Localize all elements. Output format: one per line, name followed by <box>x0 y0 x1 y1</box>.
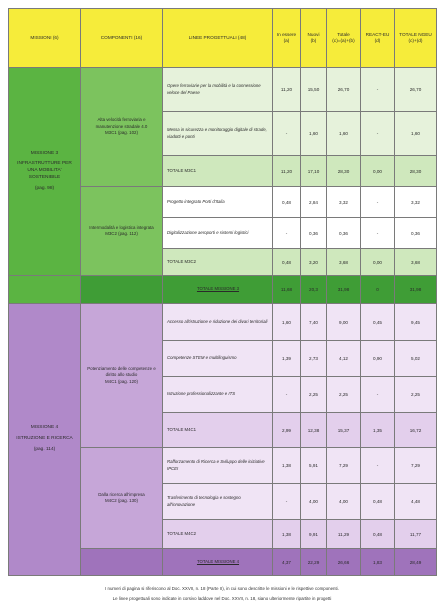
value-d: 0 <box>361 276 395 304</box>
m4c1-code: M4C1 (pag. 120) <box>105 378 138 384</box>
header-react-eu: REACT-EU (d) <box>361 9 395 68</box>
mission-3-subtitle: INFRASTRUTTURE PER UNA MOBILITA' SOSTENIBILE <box>17 161 72 180</box>
mission-3-cell <box>9 68 81 276</box>
value-d: 0,00 <box>361 249 395 276</box>
table-row <box>9 304 437 341</box>
m3c2-label: Intermodalità e logistica integrata <box>89 224 154 230</box>
value-a: 0,48 <box>273 187 301 218</box>
header-totale-ngeu: TOTALE NGEU (c)+(d) <box>395 9 437 68</box>
line-name: Trasferimento di tecnologia e sostegno all'innovazione <box>163 484 273 520</box>
value-e: 31,98 <box>395 276 437 304</box>
value-d: - <box>361 187 395 218</box>
value-e: 3,32 <box>395 187 437 218</box>
value-b: 7,40 <box>301 304 327 341</box>
value-b: 2,84 <box>301 187 327 218</box>
m3c2-code: M3C2 (pag. 112) <box>105 231 138 236</box>
m3c2-cell <box>81 187 163 276</box>
header-missioni: MISSIONI (6) <box>9 9 81 68</box>
value-e: 5,02 <box>395 341 437 377</box>
value-b: 20,3 <box>301 276 327 304</box>
m4c2-cell <box>81 448 163 549</box>
value-d: 1,35 <box>361 413 395 448</box>
value-e: 28,30 <box>395 156 437 187</box>
value-c: 3,32 <box>327 187 361 218</box>
header-nuovi: Nuovi (b) <box>301 9 327 68</box>
footnote-2: Le linee progettuali sono indicate in corsivo laddove nel Doc. XXVII, n. 18, siano ulteriormente ripartite in progetti <box>112 596 332 601</box>
m4c2-label: Dalla ricerca all'impresa <box>98 491 145 497</box>
value-b: 17,10 <box>301 156 327 187</box>
value-c: 4,00 <box>327 484 361 520</box>
value-a: 1,60 <box>273 304 301 341</box>
value-c: 26,66 <box>327 549 361 576</box>
value-a: 1,38 <box>273 448 301 484</box>
value-c: 9,00 <box>327 304 361 341</box>
mission-3-pages: (pag. 98) <box>34 185 55 191</box>
value-e: 26,70 <box>395 68 437 112</box>
value-a: 0,48 <box>273 249 301 276</box>
value-a: 4,37 <box>273 549 301 576</box>
value-b: 9,91 <box>301 520 327 549</box>
header-linee: LINEE PROGETTUALI (48) <box>163 9 273 68</box>
value-b: 12,38 <box>301 413 327 448</box>
mission-4-pages: (pag. 114) <box>33 446 56 452</box>
value-e: 1,60 <box>395 112 437 156</box>
subtotal-name: TOTALE M4C2 <box>163 520 273 549</box>
line-name: Competenze STEM e multilinguismo <box>163 341 273 377</box>
mission-4-title: MISSIONE 4 <box>30 425 59 431</box>
value-a: - <box>273 377 301 413</box>
value-d: 0,90 <box>361 341 395 377</box>
value-c: 4,12 <box>327 341 361 377</box>
m4c2-code: M4C2 (pag. 130) <box>105 498 138 503</box>
mission-3-title: MISSIONE 3 <box>30 150 59 156</box>
value-d: 1,83 <box>361 549 395 576</box>
value-c: 3,68 <box>327 249 361 276</box>
value-c: 1,60 <box>327 112 361 156</box>
mission-total-row <box>9 276 437 304</box>
line-name: Accesso all'istruzione e riduzione dei divari territoriali <box>163 304 273 341</box>
value-e: 9,45 <box>395 304 437 341</box>
value-e: 3,68 <box>395 249 437 276</box>
header-totale: Totale (c)=(a)+(b) <box>327 9 361 68</box>
value-c: 15,37 <box>327 413 361 448</box>
value-d: - <box>361 448 395 484</box>
subtotal-name: TOTALE M4C1 <box>163 413 273 448</box>
value-b: 22,29 <box>301 549 327 576</box>
line-name: Progetto integrato Porti d'Italia <box>163 187 273 218</box>
mission-4-total-name: TOTALE MISSIONE 4 <box>163 549 273 576</box>
line-name: Istruzione professionalizzante e ITS <box>163 377 273 413</box>
value-a: 11,20 <box>273 68 301 112</box>
subtotal-name: TOTALE M3C2 <box>163 249 273 276</box>
value-e: 2,25 <box>395 377 437 413</box>
value-a: - <box>273 484 301 520</box>
value-b: 4,00 <box>301 484 327 520</box>
m3c1-code: M3C1 (pag. 102) <box>105 130 138 136</box>
line-name: Digitalizzazione aeroporti e sistemi logistici <box>163 218 273 249</box>
line-name: Messa in sicurezza e monitoraggio digitale di strade, viadotti e ponti <box>163 112 273 156</box>
value-e: 4,48 <box>395 484 437 520</box>
value-d: - <box>361 377 395 413</box>
m3c1-cell <box>81 68 163 187</box>
value-d: - <box>361 68 395 112</box>
m4c1-label: Potenziamento delle competenze e diritto allo studio <box>87 365 156 378</box>
value-d: - <box>361 218 395 249</box>
budget-table <box>8 8 437 576</box>
value-a: 11,68 <box>273 276 301 304</box>
value-b: 5,91 <box>301 448 327 484</box>
line-name: Opere ferroviarie per la mobilità e la connessione veloce del Paese <box>163 68 273 112</box>
value-e: 0,36 <box>395 218 437 249</box>
value-a: 1,39 <box>273 341 301 377</box>
value-d: 0,48 <box>361 520 395 549</box>
value-b: 3,20 <box>301 249 327 276</box>
header-row <box>9 9 437 68</box>
value-b: 2,25 <box>301 377 327 413</box>
mission-3-total-name: TOTALE MISSIONE 3 <box>163 276 273 304</box>
value-c: 2,25 <box>327 377 361 413</box>
value-c: 7,29 <box>327 448 361 484</box>
value-a: 1,38 <box>273 520 301 549</box>
value-a: - <box>273 112 301 156</box>
value-c: 28,30 <box>327 156 361 187</box>
value-e: 11,77 <box>395 520 437 549</box>
value-c: 11,29 <box>327 520 361 549</box>
value-d: 0,48 <box>361 484 395 520</box>
value-d: 0,45 <box>361 304 395 341</box>
value-a: - <box>273 218 301 249</box>
value-b: 15,50 <box>301 68 327 112</box>
value-c: 31,98 <box>327 276 361 304</box>
value-c: 26,70 <box>327 68 361 112</box>
line-name: Rafforzamento di Ricerca e Sviluppo delle iniziative IPCEI <box>163 448 273 484</box>
value-a: 2,99 <box>273 413 301 448</box>
value-e: 16,72 <box>395 413 437 448</box>
value-d: - <box>361 112 395 156</box>
value-b: 1,60 <box>301 112 327 156</box>
header-in-essere: In essere (a) <box>273 9 301 68</box>
mission-4-subtitle: ISTRUZIONE E RICERCA <box>16 436 73 442</box>
m3c1-label: Alta velocità ferroviaria e manutenzione stradale 4.0 <box>95 117 148 129</box>
header-componenti: COMPONENTI (16) <box>81 9 163 68</box>
value-b: 2,73 <box>301 341 327 377</box>
subtotal-name: TOTALE M3C1 <box>163 156 273 187</box>
m4c1-cell <box>81 304 163 448</box>
value-b: 0,36 <box>301 218 327 249</box>
footnote-1: I numeri di pagina si riferiscono al Doc. XXVII, n. 18 (Parte II), in cui sono descritte le missioni e le rispettive componenti. <box>105 586 339 591</box>
value-a: 11,20 <box>273 156 301 187</box>
table-row <box>9 68 437 112</box>
value-e: 7,29 <box>395 448 437 484</box>
value-d: 0,00 <box>361 156 395 187</box>
mission-4-cell <box>9 304 81 576</box>
value-c: 0,36 <box>327 218 361 249</box>
value-e: 28,49 <box>395 549 437 576</box>
